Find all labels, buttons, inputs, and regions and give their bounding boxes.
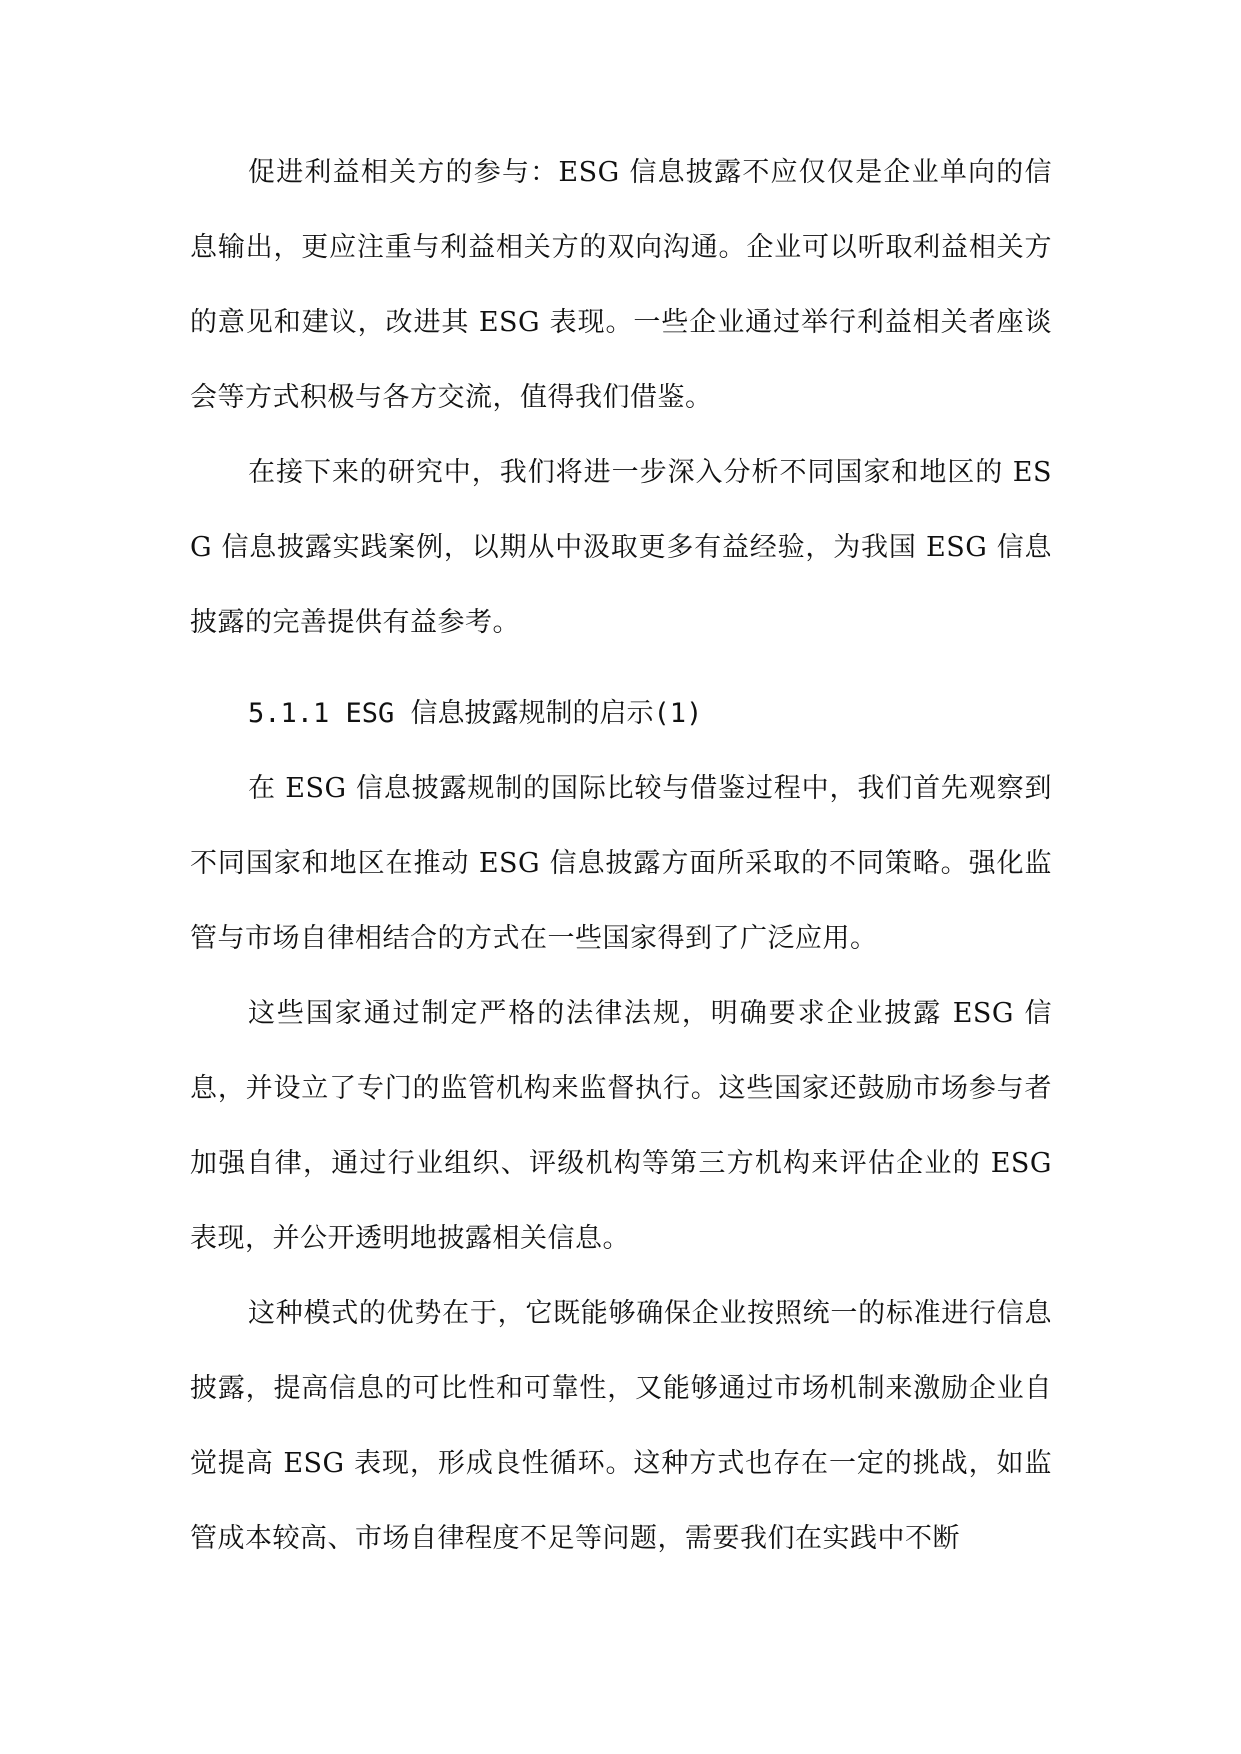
paragraph-stakeholder-participation: 促进利益相关方的参与：ESG 信息披露不应仅仅是企业单向的信息输出，更应注重与利益相关方的双向沟通。企业可以听取利益相关方的意见和建议，改进其 ESG 表现。一些企业通过举行利益相关者座谈会等方式积极与各方交流，值得我们借鉴。 <box>190 157 1052 413</box>
paragraph-international-comparison: 在 ESG 信息披露规制的国际比较与借鉴过程中，我们首先观察到不同国家和地区在推动 ESG 信息披露方面所采取的不同策略。强化监管与市场自律相结合的方式在一些国家得到了广泛应用。 <box>190 773 1052 954</box>
paragraph-regulation-and-self-discipline: 这些国家通过制定严格的法律法规，明确要求企业披露 ESG 信息，并设立了专门的监管机构来监督执行。这些国家还鼓励市场参与者加强自律，通过行业组织、评级机构等第三方机构来评估企业的 ESG 表现，并公开透明地披露相关信息。 <box>190 998 1052 1254</box>
paragraph-model-advantages: 这种模式的优势在于，它既能够确保企业按照统一的标准进行信息披露，提高信息的可比性和可靠性，又能够通过市场机制来激励企业自觉提高 ESG 表现，形成良性循环。这种方式也存在一定的挑战，如监管成本较高、市场自律程度不足等问题，需要我们在实践中不断 <box>190 1298 1052 1554</box>
section-heading: 5.1.1 ESG 信息披露规制的启示(1) <box>248 698 703 729</box>
paragraph-further-research: 在接下来的研究中，我们将进一步深入分析不同国家和地区的 ESG 信息披露实践案例，以期从中汲取更多有益经验，为我国 ESG 信息披露的完善提供有益参考。 <box>190 457 1052 638</box>
document-body <box>190 135 1052 1576</box>
